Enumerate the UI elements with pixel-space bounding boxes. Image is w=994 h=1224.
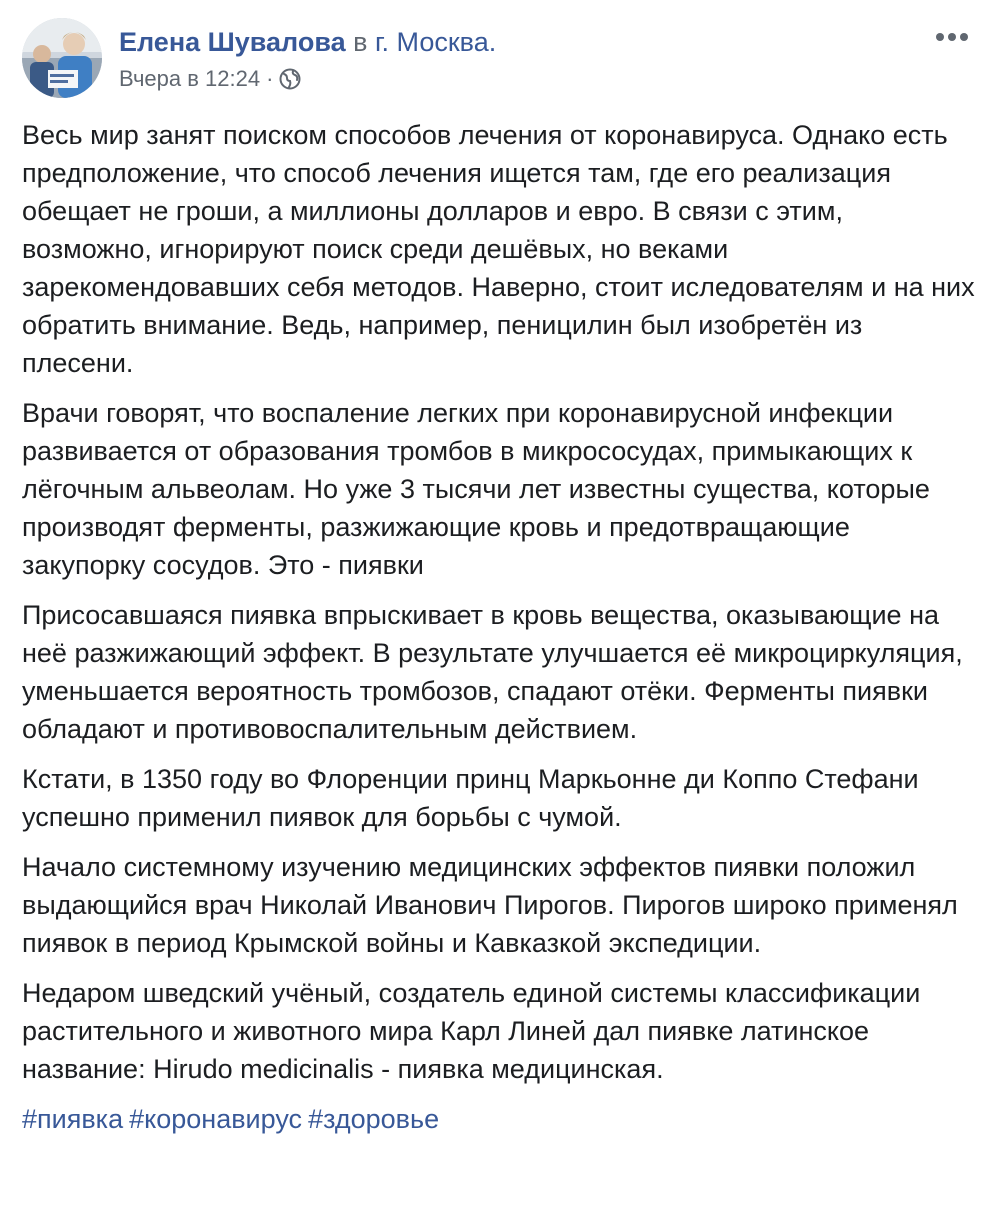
post-paragraph: Врачи говорят, что воспаление легких при коронавирусной инфекции развивается от образования тромбов в микрососудах, примыкающих к лёгочным альвеолам. Но уже 3 тысячи лет известны существа, которые производят ферменты, разжижающие кровь и предотвращающие закупорку сосудов. Это - пиявки bbox=[22, 398, 930, 580]
post-header bbox=[22, 18, 972, 102]
post-body bbox=[22, 116, 977, 1138]
location-link[interactable]: г. Москва. bbox=[374, 27, 497, 57]
post-meta bbox=[119, 64, 301, 94]
meta-separator: · bbox=[266, 66, 274, 91]
post-paragraph: Весь мир занят поиском способов лечения от коронавируса. Однако есть предположение, что способ лечения ищется там, где его реализация обещает не гроши, а миллионы долларов и евро. В связи с этим, возможно, игнорируют поиск среди дешёвых, но веками зарекомендовавших себя методов. Наверно, стоит иследователям и на них обратить внимание. Ведь, например, пеницилин был изобретён из плесени. bbox=[22, 120, 975, 378]
post-paragraph: Присосавшаяся пиявка впрыскивает в кровь вещества, оказывающие на неё разжижающий эффект. В результате улучшается её микроциркуляция, уменьшается вероятность тромбозов, спадают отёки. Ферменты пиявки обладают и противовоспалительным действием. bbox=[22, 600, 963, 744]
more-options-icon bbox=[935, 32, 969, 42]
more-options-button[interactable] bbox=[932, 22, 972, 52]
author-avatar[interactable] bbox=[22, 18, 102, 98]
author-line bbox=[119, 24, 496, 60]
hashtag-link[interactable]: #пиявка bbox=[22, 1104, 124, 1134]
post-paragraph: Кстати, в 1350 году во Флоренции принц Маркьонне ди Коппо Стефани успешно применил пиявок для борьбы с чумой. bbox=[22, 764, 919, 832]
hashtag-list bbox=[22, 1100, 977, 1138]
hashtag-link[interactable]: #коронавирус bbox=[129, 1104, 303, 1134]
post-timestamp-link[interactable]: Вчера в 12:24 bbox=[119, 66, 261, 91]
author-name-link[interactable]: Елена Шувалова bbox=[119, 27, 346, 57]
post-paragraph: Начало системному изучению медицинских эффектов пиявки положил выдающийся врач Николай Иванович Пирогов. Пирогов широко применял пиявок в период Крымской войны и Кавказкой экспедиции. bbox=[22, 852, 958, 958]
author-in-text: в bbox=[353, 27, 368, 57]
post-paragraph: Недаром шведский учёный, создатель единой системы классификации растительного и животного мира Карл Линей дал пиявке латинское название: Hirudo medicinalis - пиявка медицинская. bbox=[22, 978, 921, 1084]
globe-icon[interactable] bbox=[279, 68, 301, 90]
hashtag-link[interactable]: #здоровье bbox=[308, 1104, 440, 1134]
